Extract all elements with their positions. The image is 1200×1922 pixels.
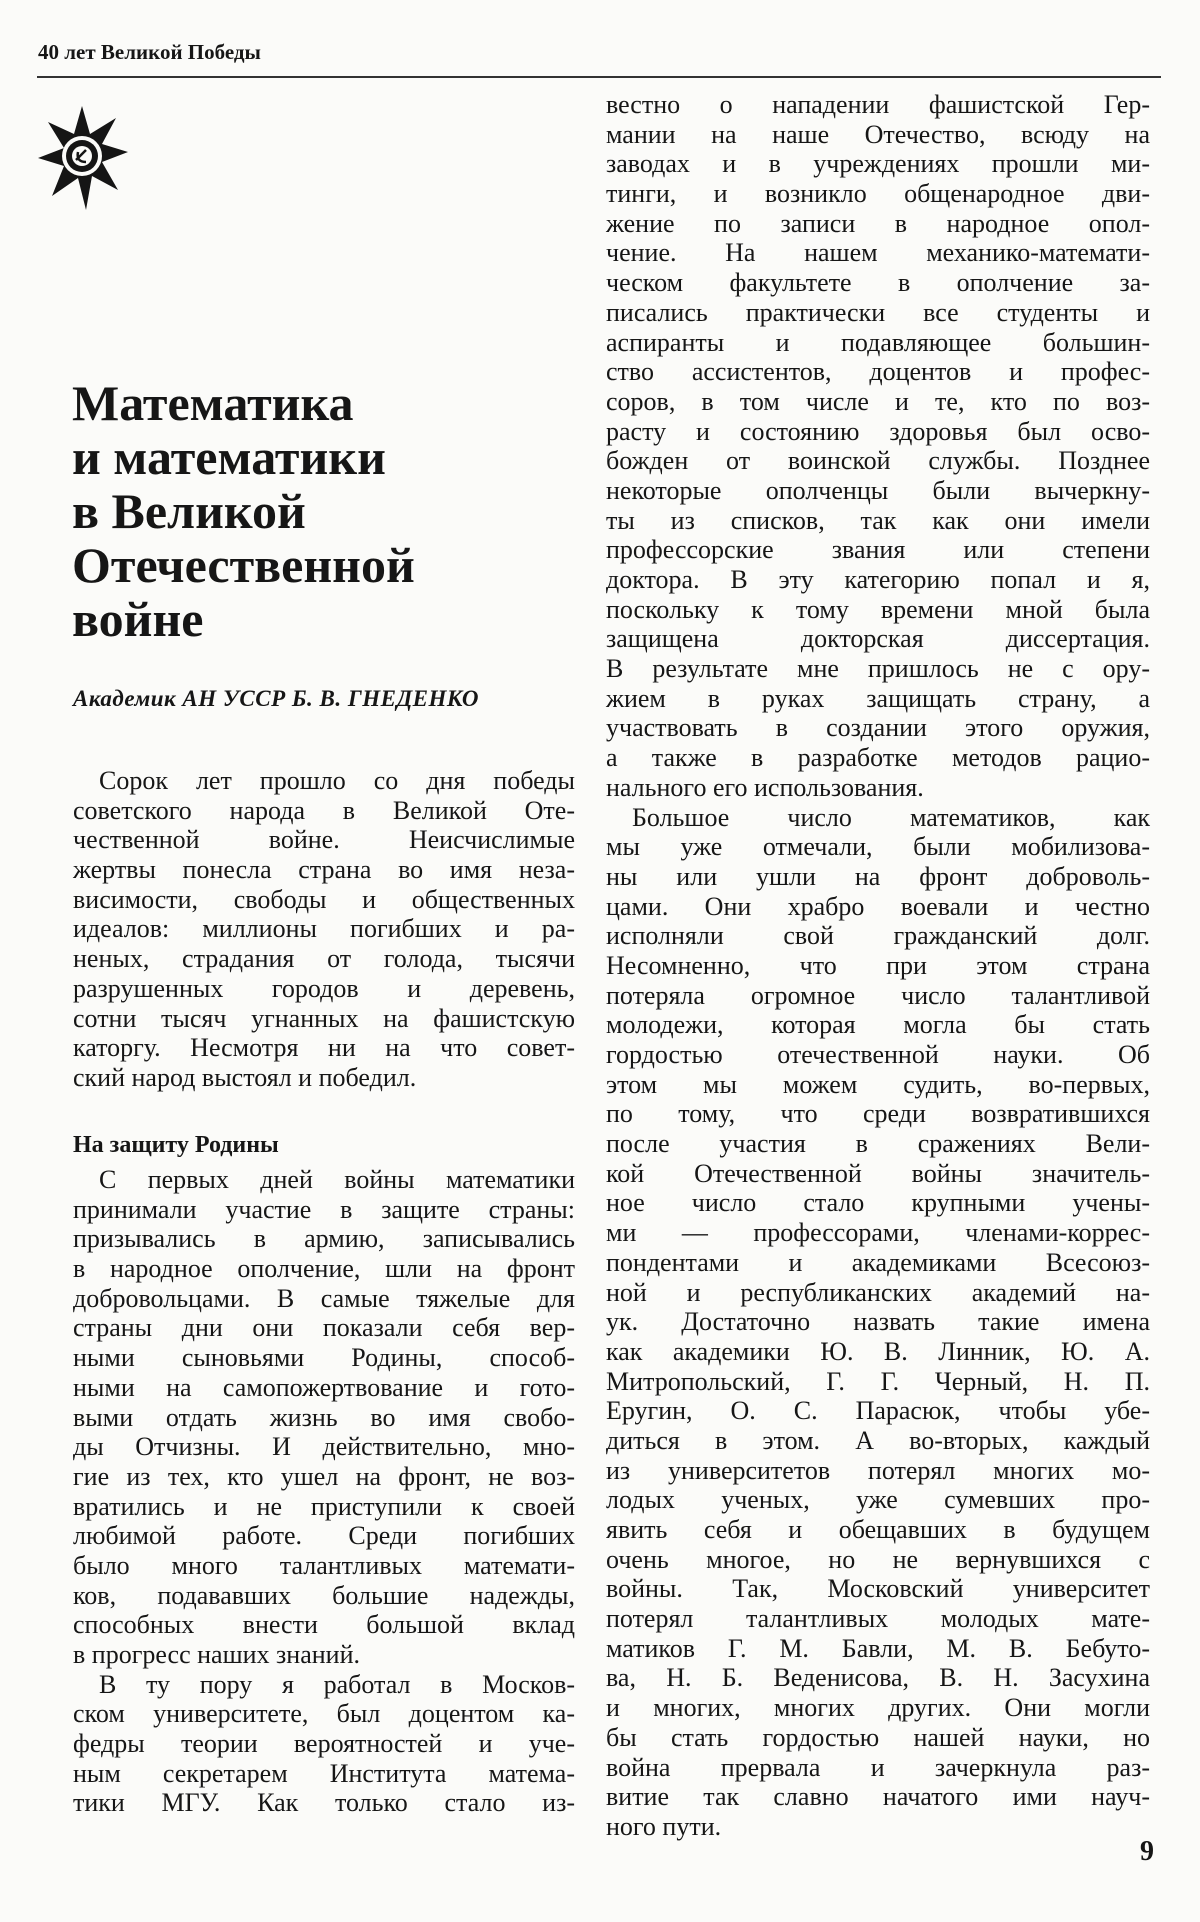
text-line: соров, в том числе и те, кто по воз- (606, 386, 1150, 416)
text-line: мы уже отмечали, были мобилизова- (606, 832, 1150, 862)
paragraph (73, 766, 575, 1093)
author-byline: Академик АН УССР Б. В. ГНЕДЕНКО (73, 686, 480, 711)
text-line: из университетов потерял многих мо- (606, 1455, 1150, 1485)
text-line: Сорок лет прошло со дня победы (99, 766, 575, 795)
text-line: было много талантливых математи- (73, 1550, 575, 1580)
text-line: заводах и в учреждениях прошли ми- (606, 149, 1150, 179)
text-line: призывались в армию, записывались (73, 1224, 575, 1254)
text-line: ческом факультете в ополчение за- (606, 268, 1150, 298)
text-line: ском университете, был доцентом ка- (73, 1699, 575, 1729)
text-line: очень многое, но не вернувшихся с (606, 1544, 1150, 1574)
article-title (72, 376, 415, 646)
text-line: по тому, что среди возвратившихся (606, 1099, 1150, 1129)
text-line: витие так славно начатого ими науч- (606, 1782, 1150, 1812)
text-line: бы стать гордостью нашей науки, но (606, 1722, 1150, 1752)
text-line: поскольку к тому времени мной была (606, 594, 1150, 624)
text-line: после участия в сражениях Вели- (606, 1129, 1150, 1159)
title-line: Математика (72, 375, 354, 431)
text-line: способных внести большой вклад (73, 1610, 575, 1640)
text-line: потерял талантливых молодых мате- (606, 1604, 1150, 1634)
text-line: чественной войне. Неисчислимые (73, 825, 575, 855)
text-line: божден от воинской службы. Позднее (606, 446, 1150, 476)
section-text-right (606, 90, 1150, 1842)
text-line: Несомненно, что при этом страна (606, 950, 1150, 980)
text-line: федры теории вероятностей и уче- (73, 1729, 575, 1759)
paragraph (606, 803, 1150, 1842)
text-line: жение по записи в народное опол- (606, 208, 1150, 238)
text-line: висимости, свободы и общественных (73, 884, 575, 914)
text-line: каторгу. Несмотря ни на что совет- (73, 1033, 575, 1063)
text-line: С первых дней войны математики (99, 1165, 575, 1194)
text-line: профессорские звания или степени (606, 535, 1150, 565)
text-line: ков, подававших большие надежды, (73, 1580, 575, 1610)
text-line: нального его использования. (606, 772, 924, 802)
text-line: советского народа в Великой Оте- (73, 795, 575, 825)
intro-text (73, 766, 575, 1093)
text-line: тинги, и возникло общенародное дви- (606, 179, 1150, 209)
text-line: как академики Ю. В. Линник, Ю. А. (606, 1336, 1150, 1366)
title-line: в Великой (72, 483, 306, 539)
text-line: в народное ополчение, шли на фронт (73, 1254, 575, 1284)
text-line: расту и состоянию здоровья был осво- (606, 416, 1150, 446)
text-line: выми отдать жизнь во имя свобо- (73, 1402, 575, 1432)
text-line: ук. Достаточно назвать такие имена (606, 1307, 1150, 1337)
text-line: тики МГУ. Как только стало из- (73, 1788, 575, 1818)
text-line: кой Отечественной войны значитель- (606, 1158, 1150, 1188)
text-line: доктора. В эту категорию попал и я, (606, 565, 1150, 594)
text-line: писались практически все студенты и (606, 297, 1150, 327)
text-line: В ту пору я работал в Москов- (99, 1669, 575, 1699)
page-number: 9 (1140, 1836, 1154, 1867)
text-line: война прервала и зачеркнула раз- (606, 1752, 1150, 1782)
text-line: ное число стало крупными учены- (606, 1188, 1150, 1218)
text-line: некоторые ополченцы были вычеркну- (606, 475, 1150, 505)
text-line: ны или ушли на фронт доброволь- (606, 861, 1150, 891)
text-line: страны дни они показали себя вер- (73, 1313, 575, 1343)
text-line: жием в руках защищать страну, а (606, 683, 1150, 713)
title-line: и математики (72, 429, 386, 485)
header-rule (37, 76, 1161, 78)
text-line: неных, страдания от голода, тысячи (73, 944, 575, 974)
text-line: принимали участие в защите страны: (73, 1194, 575, 1224)
section-text-left (73, 1165, 575, 1818)
text-line: любимой работе. Среди погибших (73, 1521, 575, 1551)
text-line: вестно о нападении фашистской Гер- (606, 90, 1150, 119)
paragraph (606, 90, 1150, 803)
text-line: матиков Г. М. Бавли, М. В. Бебуто- (606, 1633, 1150, 1663)
text-line: ство ассистентов, доцентов и профес- (606, 357, 1150, 387)
text-line: аспиранты и подавляющее большин- (606, 327, 1150, 357)
text-line: ным секретарем Института матема- (73, 1758, 575, 1788)
text-line: ты из списков, так как они имели (606, 505, 1150, 535)
text-line: защищена докторская диссертация. (606, 624, 1150, 654)
section-heading: На защиту Родины (73, 1132, 279, 1158)
text-line: Еругин, О. С. Парасюк, чтобы убе- (606, 1396, 1150, 1426)
text-line: ский народ выстоял и победил. (73, 1062, 417, 1092)
text-line: Большое число математиков, как (632, 802, 1150, 832)
running-head: 40 лет Великой Победы (38, 40, 261, 64)
text-line: явить себя и обещавших в будущем (606, 1515, 1150, 1544)
text-line: вратились и не приступили к своей (73, 1491, 575, 1521)
text-line: войны. Так, Московский университет (606, 1574, 1150, 1604)
text-line: мании на наше Отечество, всюду на (606, 119, 1150, 149)
text-line: пондентами и академиками Всесоюз- (606, 1247, 1150, 1277)
text-line: ды Отчизны. И действительно, мно- (73, 1432, 575, 1462)
text-line: ва, Н. Б. Веденисова, В. Н. Засухина (606, 1663, 1150, 1693)
text-line: молодежи, которая могла бы стать (606, 1010, 1150, 1040)
text-line: а также в разработке методов рацио- (606, 743, 1150, 773)
text-line: разрушенных городов и деревень, (73, 973, 575, 1003)
text-line: идеалов: миллионы погибших и ра- (73, 914, 575, 944)
text-line: и многих, многих других. Они могли (606, 1693, 1150, 1723)
text-line: чение. На нашем механико-математи- (606, 238, 1150, 268)
text-line: цами. Они храбро воевали и честно (606, 891, 1150, 921)
text-line: В результате мне пришлось не с ору- (606, 654, 1150, 684)
text-line: в прогресс наших знаний. (73, 1640, 360, 1669)
text-line: жертвы понесла страна во имя неза- (73, 855, 575, 885)
text-line: ными сыновьями Родины, способ- (73, 1343, 575, 1373)
paragraph (73, 1670, 575, 1818)
text-line: ного пути. (606, 1811, 722, 1841)
text-line: исполняли свой гражданский долг. (606, 921, 1150, 951)
title-line: Отечественной (72, 537, 415, 593)
text-line: Митропольский, Г. Г. Черный, Н. П. (606, 1366, 1150, 1396)
text-line: участвовать в создании этого оружия, (606, 713, 1150, 743)
title-line: войне (72, 591, 204, 647)
text-line: сотни тысяч угнанных на фашистскую (73, 1003, 575, 1033)
text-line: этом мы можем судить, во-первых, (606, 1069, 1150, 1099)
text-line: ными на самопожертвование и гото- (73, 1372, 575, 1402)
text-line: гие из тех, кто ушел на фронт, не воз- (73, 1461, 575, 1491)
order-star-emblem-icon (36, 104, 128, 212)
text-line: лодых ученых, уже сумевших про- (606, 1485, 1150, 1515)
text-line: потеряла огромное число талантливой (606, 980, 1150, 1010)
text-line: диться в этом. А во-вторых, каждый (606, 1425, 1150, 1455)
text-line: гордостью отечественной науки. Об (606, 1040, 1150, 1069)
text-line: ми — профессорами, членами-коррес- (606, 1218, 1150, 1248)
text-line: ной и республиканских академий на- (606, 1277, 1150, 1307)
paragraph (73, 1165, 575, 1670)
text-line: добровольцами. В самые тяжелые для (73, 1283, 575, 1313)
